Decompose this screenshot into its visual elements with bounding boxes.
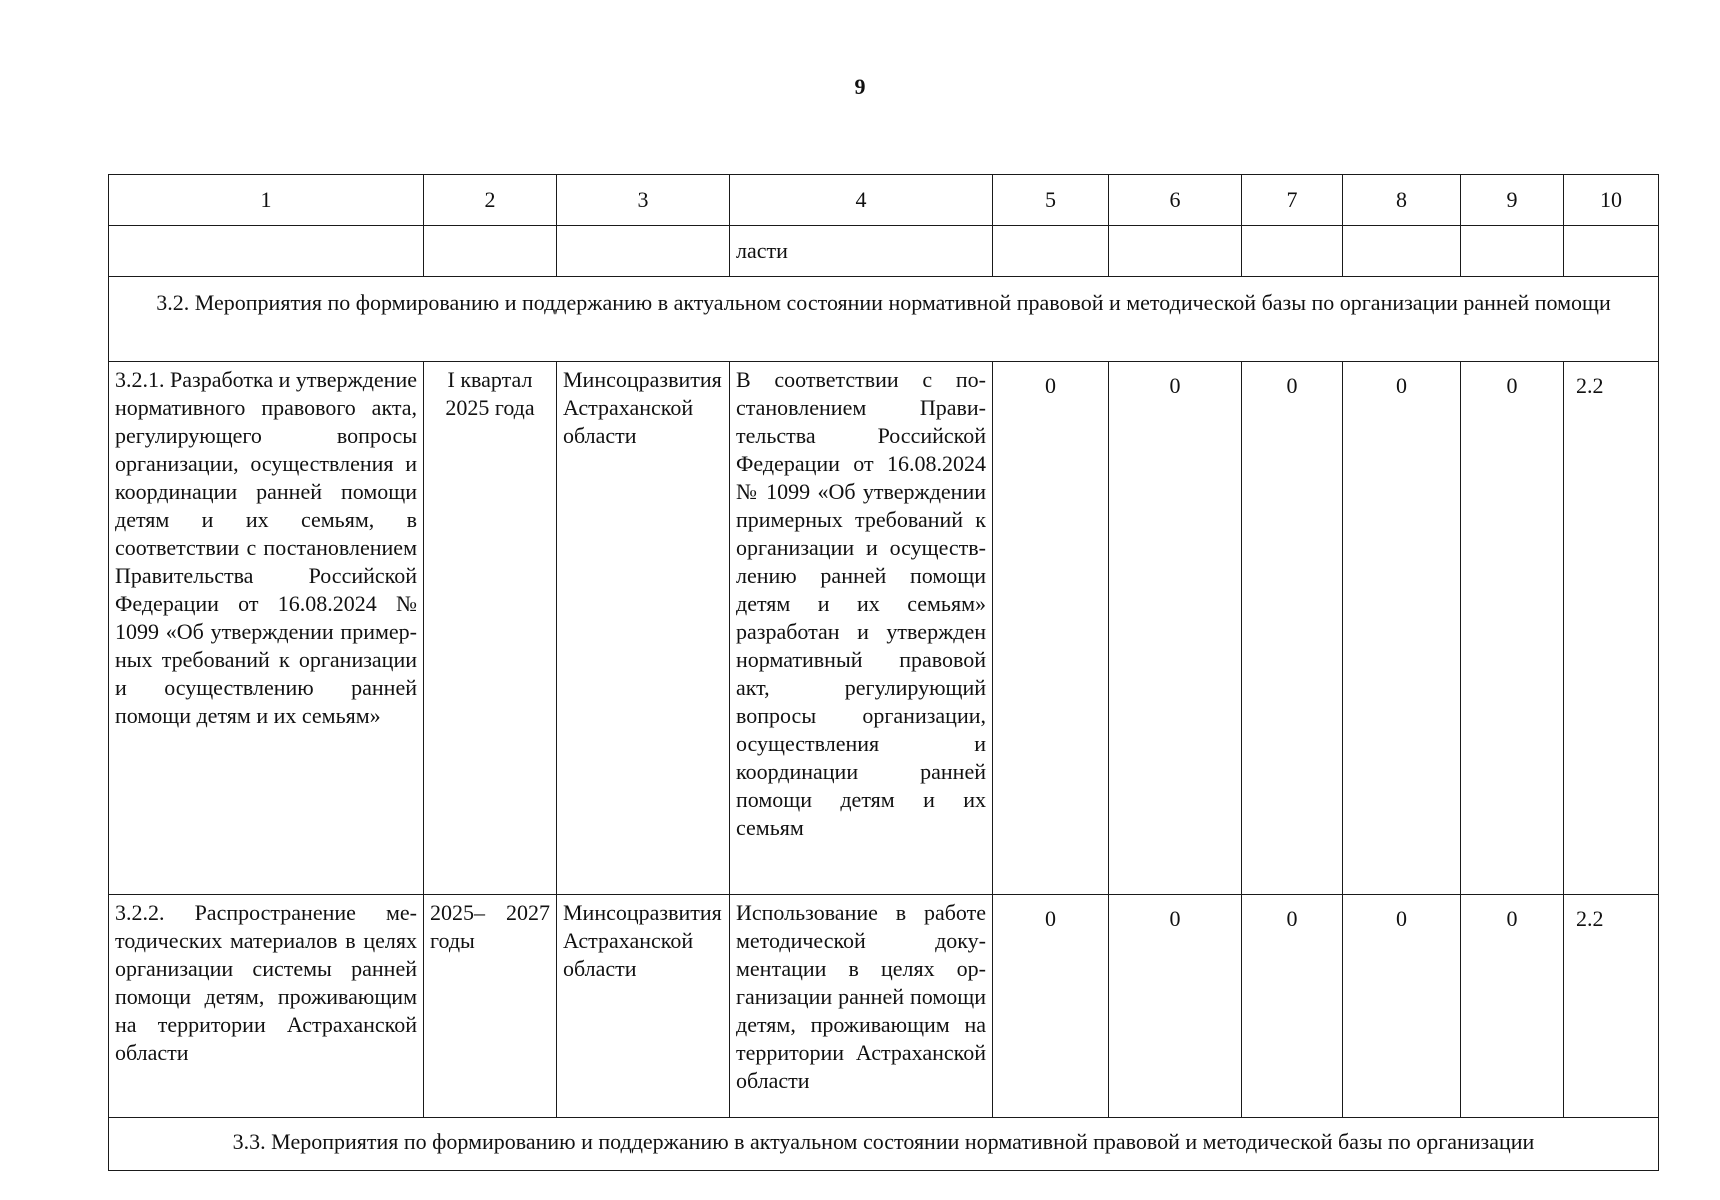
value-col5: 0 <box>993 895 1109 1118</box>
table-cell <box>993 226 1109 277</box>
column-header: 7 <box>1242 175 1343 226</box>
table-cell <box>1242 226 1343 277</box>
section-heading-row <box>109 277 1659 362</box>
measure-result: Использование в работе методической документации в целях организации ранней помощи детям, проживающим на территории Астраханской области <box>730 895 993 1118</box>
column-header: 4 <box>730 175 993 226</box>
table-row <box>109 895 1659 1118</box>
table-cell <box>424 226 557 277</box>
column-header: 1 <box>109 175 424 226</box>
section-heading-row <box>109 1118 1659 1171</box>
table-cell <box>1343 226 1461 277</box>
value-col9: 0 <box>1461 895 1564 1118</box>
value-col5: 0 <box>993 362 1109 895</box>
section-3-2-heading: 3.2. Мероприятия по формированию и поддержанию в актуальном состоянии нормативной правовой и методической базы по организации ранней помощи <box>109 277 1659 362</box>
value-col7: 0 <box>1242 362 1343 895</box>
table-cell <box>1564 226 1659 277</box>
section-3-3-heading: 3.3. Мероприятия по формированию и поддержанию в актуальном состоянии нормативной правовой и методической базы по организации <box>109 1118 1659 1171</box>
value-col8: 0 <box>1343 362 1461 895</box>
column-number-row <box>109 175 1659 226</box>
continuation-text: ласти <box>730 226 993 277</box>
page-number: 9 <box>854 74 866 99</box>
continuation-row <box>109 226 1659 277</box>
table-cell <box>1461 226 1564 277</box>
measure-executor: Минсоцразвития Астраханской области <box>557 895 730 1118</box>
measure-period: I квартал 2025 года <box>424 362 557 895</box>
table-cell <box>557 226 730 277</box>
value-col7: 0 <box>1242 895 1343 1118</box>
column-header: 10 <box>1564 175 1659 226</box>
column-header: 5 <box>993 175 1109 226</box>
column-header: 9 <box>1461 175 1564 226</box>
value-col10: 2.2 <box>1564 362 1659 895</box>
measure-result: В соответствии с постановлением Правительства Российской Федерации от 16.08.2024 № 1099 «Об утверждении примерных требований к организации и осуществлению ранней помощи детям и их семьям» разработан и утвержден нормативный правовой акт, регулирующий вопросы организации, осуществления и координации ранней помощи детям и их семьям <box>730 362 993 895</box>
value-col9: 0 <box>1461 362 1564 895</box>
column-header: 8 <box>1343 175 1461 226</box>
value-col6: 0 <box>1109 895 1242 1118</box>
measure-executor: Минсоцразвития Астраханской области <box>557 362 730 895</box>
measure-name: 3.2.1. Разработка и утверждение нормативного правового акта, регулирующего вопросы организации, осуществления и координации ранней помощи детям и их семьям, в соответствии с постановлением Правительства Российской Федерации от 16.08.2024 № 1099 «Об утверждении примерных требований к организации и осуществлению ранней помощи детям и их семьям» <box>109 362 424 895</box>
value-col10: 2.2 <box>1564 895 1659 1118</box>
value-col8: 0 <box>1343 895 1461 1118</box>
measures-table <box>108 174 1659 1171</box>
measure-name: 3.2.2. Распространение методических материалов в целях организации системы ранней помощи детям, проживающим на территории Астраханской области <box>109 895 424 1118</box>
column-header: 3 <box>557 175 730 226</box>
table-row <box>109 362 1659 895</box>
value-col6: 0 <box>1109 362 1242 895</box>
table-cell <box>1109 226 1242 277</box>
table-cell <box>109 226 424 277</box>
column-header: 6 <box>1109 175 1242 226</box>
column-header: 2 <box>424 175 557 226</box>
measure-period: 2025– 2027 годы <box>424 895 557 1118</box>
